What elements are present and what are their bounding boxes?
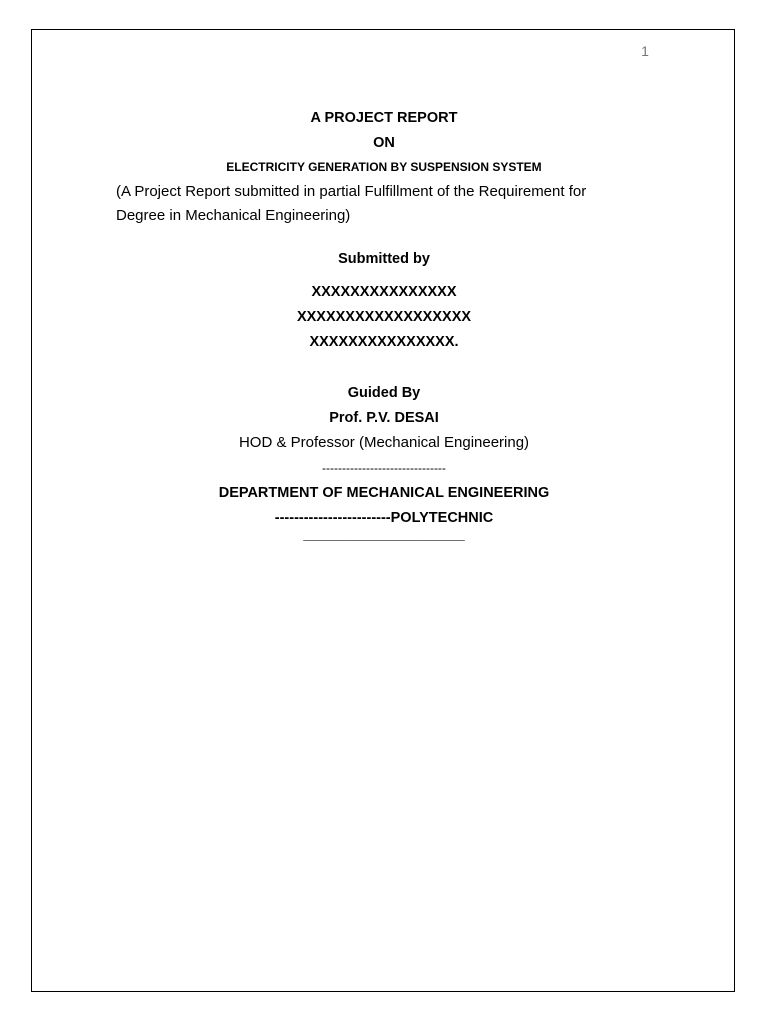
report-title: A PROJECT REPORT [310,110,458,126]
college-underline: ____________________ [303,527,465,543]
guided-by-heading: Guided By [347,385,421,401]
guide-designation: HOD & Professor (Mechanical Engineering) [238,434,530,451]
separator-line: ------------------------------- [322,461,446,475]
student-name-3: XXXXXXXXXXXXXXX. [309,334,459,350]
department-name: DEPARTMENT OF MECHANICAL ENGINEERING [218,485,550,501]
college-name: ------------------------POLYTECHNIC [274,510,494,526]
project-title: ELECTRICITY GENERATION BY SUSPENSION SYSTEM [226,160,542,174]
report-subtitle [116,180,651,228]
submitted-by-heading: Submitted by [338,251,430,267]
page-number: 1 [641,43,649,59]
report-title-on: ON [373,135,395,151]
report-subtitle-line2: Degree in Mechanical Engineering) [116,207,351,224]
report-subtitle-line1: (A Project Report submitted in partial Fulfillment of the Requirement for [116,183,587,200]
guide-name: Prof. P.V. DESAI [329,410,439,426]
student-name-1: XXXXXXXXXXXXXXX [311,284,457,300]
student-name-2: XXXXXXXXXXXXXXXXXX [296,309,472,325]
